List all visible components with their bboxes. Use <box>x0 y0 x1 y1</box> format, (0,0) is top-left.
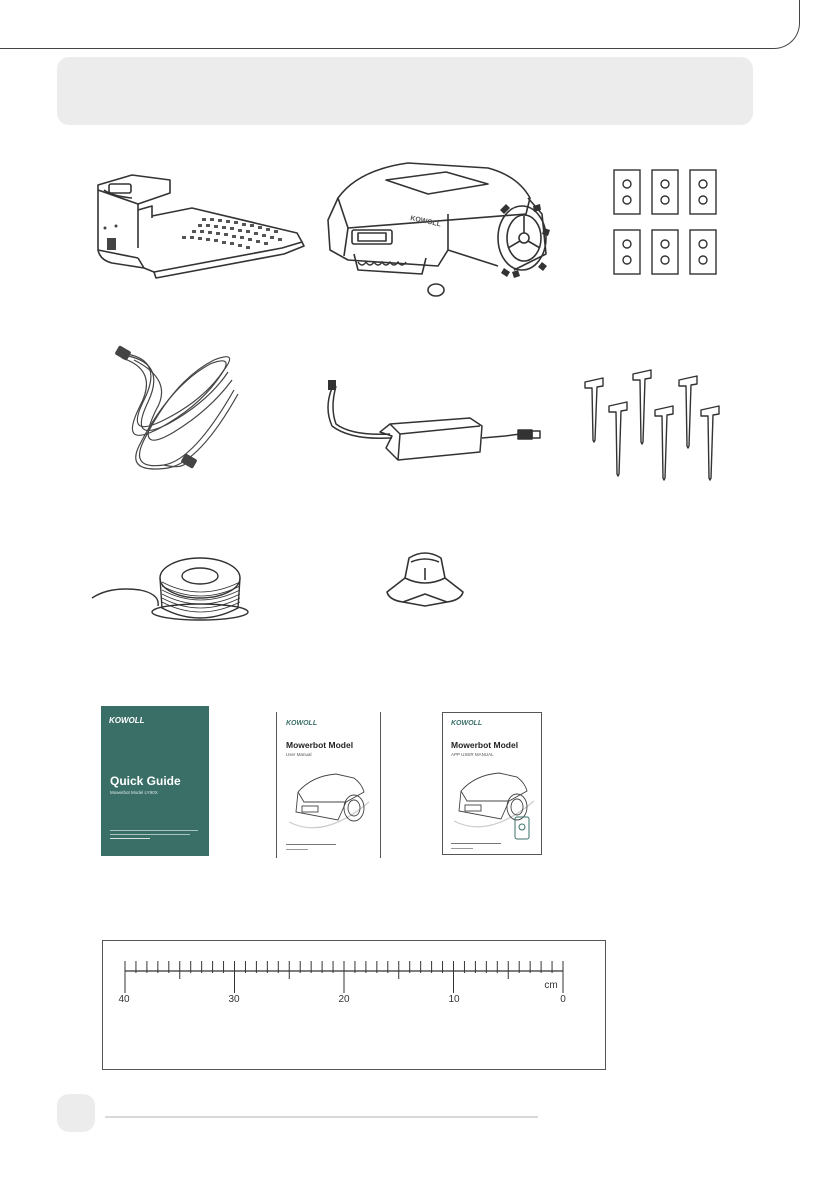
quick-guide-fineprint-line <box>110 830 198 831</box>
mower-brand-label: KOWOLL <box>409 215 442 229</box>
app-manual-logo: KOWOLL <box>451 720 483 727</box>
quick-guide-logo: KOWOLL <box>109 716 145 725</box>
extension-cable-icon <box>104 340 246 480</box>
page-binding-edge <box>0 0 800 49</box>
user-manual-booklet <box>276 712 381 858</box>
user-manual-title: Mowerbot Model <box>286 740 354 750</box>
app-manual-footer-line <box>451 848 473 849</box>
user-manual-subtitle: User Manual <box>286 752 312 757</box>
ruler-scale <box>103 941 607 1071</box>
ruler-label: 10 <box>448 994 460 1005</box>
section-header-banner <box>57 57 753 125</box>
quick-guide-fineprint-line <box>110 834 190 835</box>
boundary-wire-icon <box>90 546 245 624</box>
measuring-ruler <box>102 940 606 1070</box>
user-manual-footer-line <box>286 849 308 850</box>
robot-mower-icon <box>318 158 558 300</box>
pegs-icon <box>583 370 725 485</box>
quick-guide-booklet <box>101 706 209 856</box>
footer-rule <box>105 1116 538 1118</box>
app-manual-title: Mowerbot Model <box>451 740 519 750</box>
power-adapter-icon <box>320 378 555 468</box>
page-number-tab <box>57 1094 95 1132</box>
wire-connector-icon <box>385 548 465 610</box>
ruler-label: 40 <box>118 994 130 1005</box>
quick-guide-title: Quick Guide <box>110 774 181 788</box>
user-manual-mower-image <box>284 762 374 842</box>
charging-station-icon <box>92 168 307 283</box>
user-manual-footer-line <box>286 844 336 845</box>
app-manual-footer-line <box>451 843 501 844</box>
app-manual-booklet <box>442 712 542 855</box>
ruler-unit: cm <box>544 980 558 991</box>
app-manual-subtitle: APP USER MANUAL <box>451 752 494 757</box>
ruler-label: 20 <box>338 994 350 1005</box>
user-manual-logo: KOWOLL <box>286 720 318 727</box>
quick-guide-fineprint-line <box>110 838 150 839</box>
app-manual-mower-image <box>449 761 539 851</box>
ruler-label: 30 <box>228 994 240 1005</box>
blades-icon <box>612 168 720 280</box>
ruler-label: 0 <box>560 994 566 1005</box>
quick-guide-subtitle: Mowerbot Model LY90X <box>110 790 158 795</box>
